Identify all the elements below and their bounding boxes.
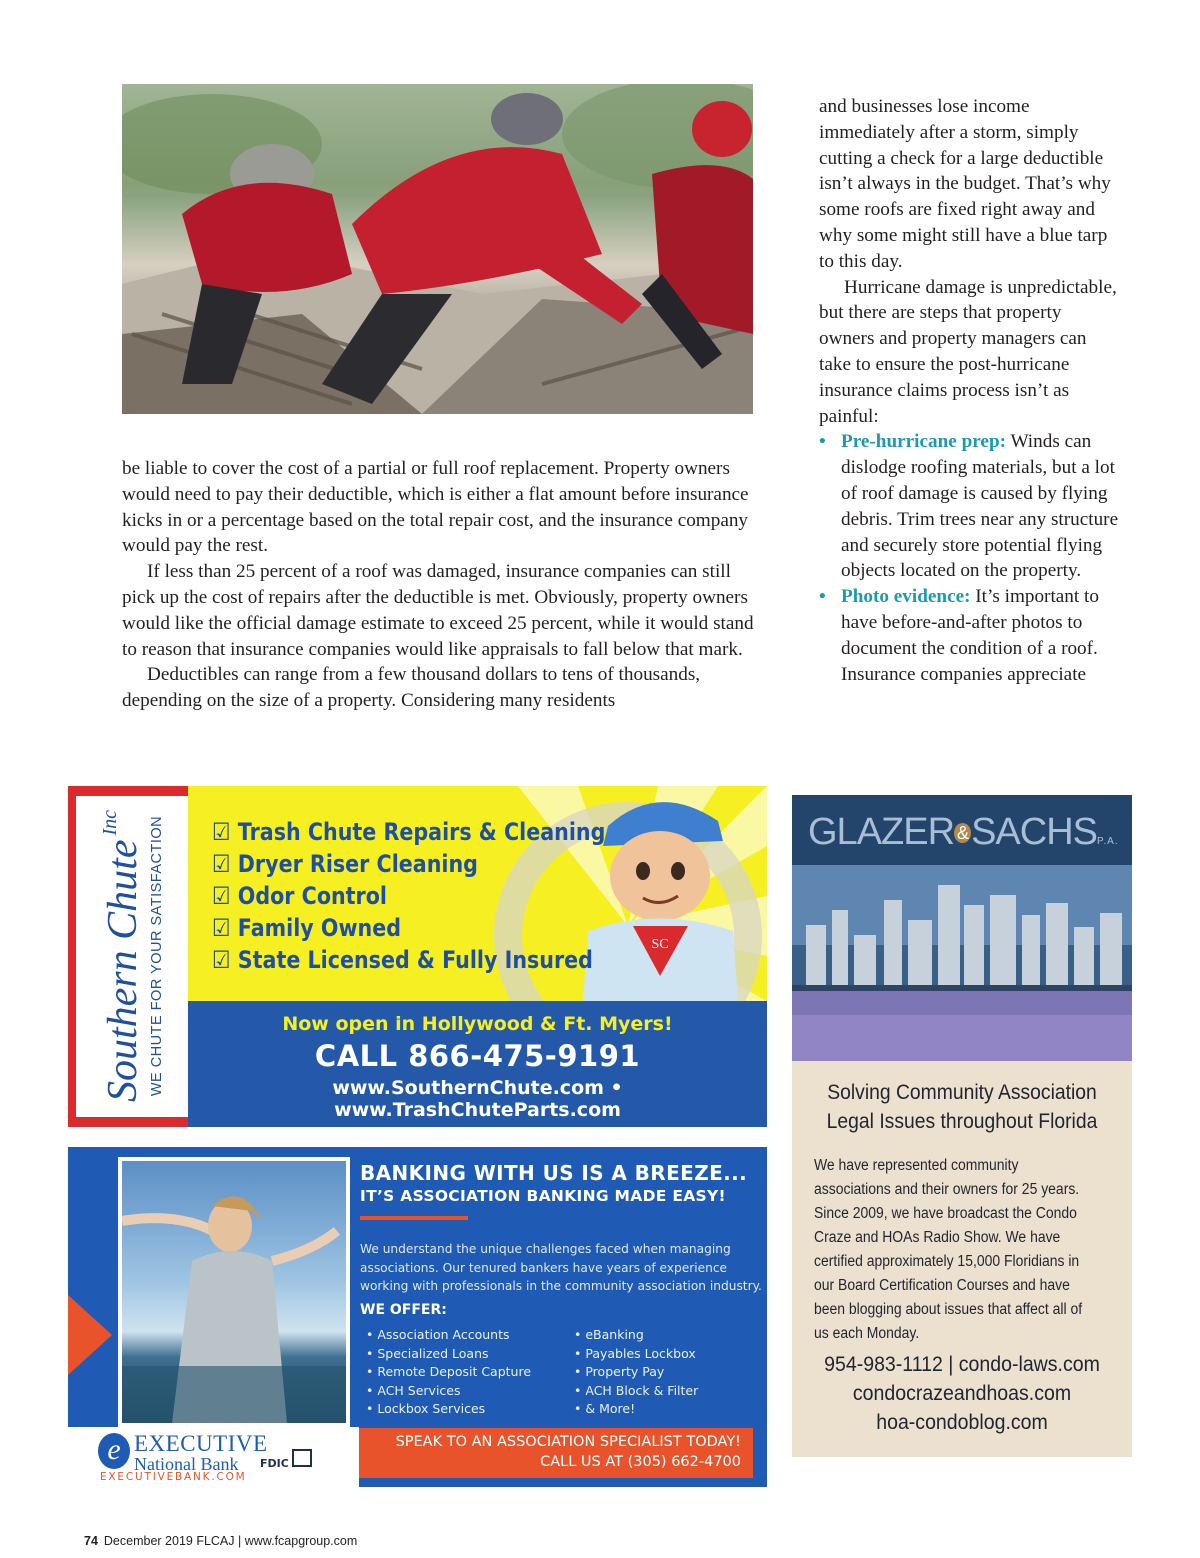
list-item: • eBanking — [574, 1327, 644, 1342]
list-item — [819, 584, 1119, 687]
roofers-illustration — [122, 84, 753, 414]
sc-now-open: Now open in Hollywood & Ft. Myers! — [282, 1013, 673, 1035]
bullet-icon: • — [819, 586, 826, 608]
tips-list — [819, 429, 1119, 687]
orange-arrow-shape — [68, 1295, 112, 1375]
list-item: • Payables Lockbox — [574, 1345, 696, 1361]
list-item: • ACH Block & Filter — [574, 1382, 699, 1398]
gs-blog[interactable]: hoa-condoblog.com — [876, 1411, 1048, 1434]
equal-housing-lender-icon — [292, 1449, 312, 1467]
sc-urls[interactable]: www.SouthernChute.com • www.TrashChuteParts.com — [332, 1077, 623, 1121]
list-item: • Lockbox Services — [366, 1401, 486, 1417]
checkbox-icon: ☑ — [212, 946, 231, 974]
ex-cta-phone[interactable]: CALL US AT (305) 662-4700 — [540, 1454, 741, 1470]
list-item: • ACH Services — [366, 1382, 461, 1398]
ex-offers-list — [574, 1326, 698, 1419]
southern-chute-ad[interactable] — [68, 786, 767, 1127]
sc-contact-panel — [188, 1001, 767, 1127]
woman-illustration — [122, 1161, 346, 1423]
ex-subhead: IT’S ASSOCIATION BANKING MADE EASY! — [360, 1187, 726, 1205]
article-left-column — [122, 456, 758, 714]
gs-logo: GLAZER &SACHSP.A. — [808, 811, 1119, 853]
page-number: 74 — [84, 1534, 98, 1548]
list-item: • Specialized Loans — [366, 1345, 489, 1361]
ex-name-line2: National Bank — [134, 1454, 239, 1474]
list-item: ☑ State Licensed & Fully Insured — [212, 946, 593, 974]
executive-bank-ad[interactable] — [68, 1147, 767, 1487]
list-item: ☑ Trash Chute Repairs & Cleaning — [212, 818, 606, 846]
ex-cta-banner[interactable] — [359, 1428, 753, 1478]
article-photo — [122, 84, 753, 414]
sc-brand-name: Southern Chute — [100, 839, 146, 1103]
article-paragraph: Hurricane damage is unpredictable, but there are steps that property owners and property managers can take to ensure the post-hurricane insurance claims process isn’t as painful: — [819, 276, 1117, 427]
ex-logo — [68, 1427, 359, 1487]
bullet-icon: • — [819, 431, 826, 453]
sc-tagline: WE CHUTE FOR YOUR SATISFACTION — [149, 815, 165, 1097]
list-item: ☑ Family Owned — [212, 914, 401, 942]
article-paragraph: be liable to cover the cost of a partial or full roof replacement. Property owners would need to pay their deductible, which is either a flat amount before insurance kicks in or a percentage based on the total repair cost, and the insurance company would pay the rest. — [122, 458, 749, 557]
ex-name-line1: EXECUTIVE — [134, 1431, 268, 1456]
checkbox-icon: ☑ — [212, 882, 231, 910]
ex-website[interactable]: EXECUTIVEBANK.COM — [100, 1471, 247, 1483]
woman-breeze-photo — [118, 1157, 350, 1427]
list-item: • Association Accounts — [366, 1327, 510, 1342]
ex-intro: We understand the unique challenges faced when managing associations. Our tenured bankers have years of experience working with professionals in the community association industry. — [360, 1242, 762, 1293]
sc-services-list — [212, 816, 669, 976]
list-item: ☑ Dryer Riser Cleaning — [212, 850, 478, 878]
list-item: • Property Pay — [574, 1364, 665, 1380]
skyline-photo — [792, 865, 1132, 1061]
gs-header-panel — [792, 795, 1132, 1061]
gs-phone-site[interactable]: 954-983-1112 | condo-laws.com — [824, 1353, 1100, 1376]
fdic-badge: FDIC — [260, 1457, 289, 1470]
ex-headline: BANKING WITH US IS A BREEZE... — [360, 1161, 748, 1185]
page-footer — [84, 1534, 357, 1548]
issue-info: December 2019 FLCAJ | www.fcapgroup.com — [103, 1534, 358, 1548]
article-right-column — [819, 94, 1119, 687]
article-paragraph: If less than 25 percent of a roof was damaged, insurance companies can still pick up the cost of repairs after the deductible is met. Obviously, property owners would like the official damage estimate to exceed 25 percent, while it would stand to reason that insurance companies would like appraisals to fall below that mark. — [122, 561, 754, 660]
ex-offers-list — [366, 1326, 531, 1419]
checkbox-icon: ☑ — [212, 850, 231, 878]
sc-brand-suffix: Inc — [99, 809, 121, 836]
gs-headline: Solving Community Association Legal Issues throughout Florida — [826, 1081, 1098, 1133]
divider — [360, 1216, 468, 1220]
sc-services-panel — [188, 786, 767, 1001]
bank-logo-icon: e — [98, 1433, 130, 1469]
sc-phone[interactable]: CALL 866-475-9191 — [314, 1039, 641, 1073]
mascot-badge: SC — [651, 937, 669, 952]
sc-brand-panel — [76, 796, 188, 1117]
list-item — [819, 429, 1119, 584]
list-item: ☑ Odor Control — [212, 882, 387, 910]
tip-lead: Photo evidence: — [841, 586, 971, 608]
gs-contact — [804, 1350, 1120, 1437]
tip-text: Winds can dislodge roofing materials, but a lot of roof damage is caused by flying debris. Trim trees near any structure and securely store potential flying objects located on the property. — [841, 431, 1119, 582]
article-paragraph: Deductibles can range from a few thousand dollars to tens of thousands, depending on the size of a property. Considering many residents — [122, 664, 701, 712]
ex-cta-line: SPEAK TO AN ASSOCIATION SPECIALIST TODAY! — [395, 1434, 741, 1450]
article-paragraph: and businesses lose income immediately after a storm, simply cutting a check for a large deductible isn’t always in the budget. That’s why some roofs are fixed right away and why some might still have a blue tarp to this day. — [819, 96, 1111, 272]
list-item: • Remote Deposit Capture — [366, 1364, 532, 1380]
gs-site[interactable]: condocrazeandhoas.com — [852, 1382, 1072, 1405]
list-item: • & More! — [574, 1401, 636, 1417]
tip-text: It’s important to have before-and-after photos to document the condition of a roof. Insurance companies appreciate — [841, 586, 1099, 685]
glazer-sachs-ad[interactable] — [792, 795, 1132, 1457]
checkbox-icon: ☑ — [212, 818, 231, 846]
tip-lead: Pre-hurricane prep: — [841, 431, 1007, 453]
gs-body: We have represented community associations and their owners for 25 years. Since 2009, we have broadcast the Condo Craze and HOAs Radio Show. We have certified approximately 15,000 Floridians in our Board Certification Courses and have been blogging about issues that affect all of us each Monday. — [814, 1157, 1083, 1342]
checkbox-icon: ☑ — [212, 914, 231, 942]
ex-offer-label: WE OFFER: — [360, 1302, 447, 1318]
